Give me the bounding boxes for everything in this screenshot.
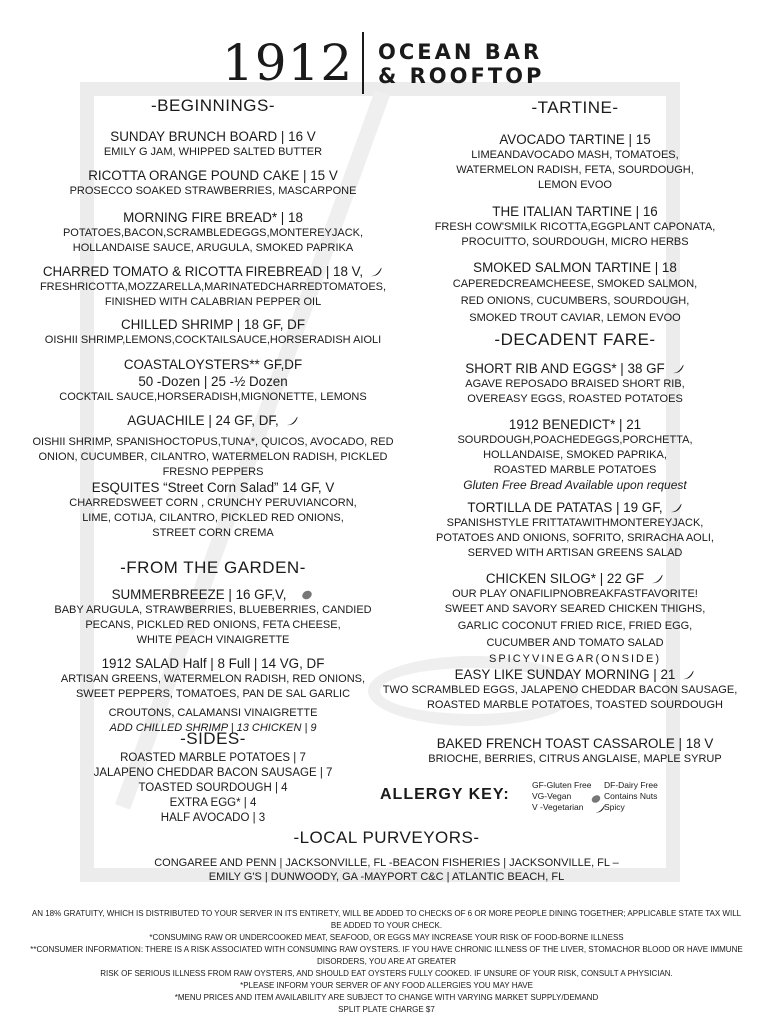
fine-print-line: **CONSUMER INFORMATION: THERE IS A RISK ASSOCIATED WITH CONSUMING RAW OYSTERS. IF YOU HAVE CHRONIC ILLNESS OF THE LIVER, STOMACHOR BLOOD OR HAVE IMMUNE DISORDERS, YOU ARE AT GREATER (30, 945, 743, 966)
item-desc: OISHII SHRIMP, SPANISHOCTOPUS,TUNA*, QUICOS, AVOCADO, RED (32, 436, 394, 448)
chili-pepper-icon (681, 669, 695, 681)
menu-item (394, 360, 756, 407)
side-item: ROASTED MARBLE POTATOES | 7 (120, 752, 306, 764)
item-name: AGUACHILE | 24 GF, DF, (14, 412, 412, 429)
fine-print-line: *CONSUMING RAW OR UNDERCOOKED MEAT, SEAFOOD, OR EGGS MAY INCREASE YOUR RISK OF FOOD-BORNE ILLNESS (149, 933, 624, 942)
allergy-key-entry: GF-Gluten Free (532, 780, 592, 790)
menu-item (14, 479, 412, 541)
side-item: EXTRA EGG* | 4 (169, 797, 257, 809)
item-name: SHORT RIB AND EGGS* | 38 GF (394, 360, 756, 377)
item-desc: OUR PLAY ONAFILIPNOBREAKFASTFAVORITE! (452, 588, 698, 600)
chili-pepper-icon (669, 502, 683, 514)
menu-item (394, 203, 756, 250)
item-desc: SWEET PEPPERS, TOMATOES, PAN DE SAL GARLIC (75, 688, 351, 700)
item-desc: SPANISHSTYLE FRITTATAWITHMONTEREYJACK, (446, 517, 704, 529)
item-desc: EMILY G JAM, WHIPPED SALTED BUTTER (103, 146, 323, 158)
item-desc: AGAVE REPOSADO BRAISED SHORT RIB, (465, 378, 685, 390)
item-name: MORNING FIRE BREAD* | 18 (123, 210, 303, 225)
item-desc: LIME, COTIJA, CILANTRO, PICKLED RED ONIONS, (82, 512, 344, 524)
item-name: CHILLED SHRIMP | 18 GF, DF (120, 317, 306, 332)
fine-print (30, 908, 743, 1016)
menu-item (14, 263, 412, 310)
item-desc: GARLIC COCONUT FRIED RICE, FRIED EGG, (457, 620, 693, 632)
item-desc: HOLLANDAISE SAUCE, ARUGULA, SMOKED PAPRIKA (72, 242, 354, 254)
item-desc: WHITE PEACH VINAIGRETTE (136, 634, 290, 646)
item-desc: OVEREASY EGGS, ROASTED POTATOES (467, 393, 683, 405)
fine-print-line: SPLIT PLATE CHARGE $7 (338, 1005, 435, 1014)
item-desc: STREET CORN CREMA (152, 527, 274, 539)
item-desc: POTATOES,BACON,SCRAMBLEDEGGS,MONTEREYJACK, (62, 227, 364, 239)
menu-item (382, 666, 756, 713)
menu-item (394, 259, 756, 327)
item-name: COASTALOYSTERS** GF,DF (123, 357, 303, 372)
side-item: JALAPENO CHEDDAR BACON SAUSAGE | 7 (93, 767, 333, 779)
logo-number: 1912 (222, 34, 354, 92)
section-title-sides: -SIDES- (180, 729, 246, 748)
side-item: TOASTED SOURDOUGH | 4 (138, 782, 288, 794)
item-desc: LIMEANDAVOCADO MASH, TOMATOES, (471, 149, 679, 161)
item-desc: ROASTED MARBLE POTATOES, TOASTED SOURDOUGH (426, 699, 724, 711)
item-desc: FRESH COW'SMILK RICOTTA,EGGPLANT CAPONATA, (434, 221, 716, 233)
item-desc: CROUTONS, CALAMANSI VINAIGRETTE (108, 707, 318, 719)
allergy-key-entry: VG-Vegan (532, 791, 572, 801)
item-desc: FRESNO PEPPERS (162, 466, 264, 478)
allergy-key-entry: DF-Dairy Free (604, 780, 658, 790)
menu-item (14, 316, 412, 348)
section-title-decadent: -DECADENT FARE- (494, 330, 656, 349)
item-desc: CUCUMBER AND TOMATO SALAD (486, 637, 664, 649)
section-title-tartine: -TARTINE- (531, 98, 619, 117)
menu-item (14, 209, 412, 256)
logo-line-2: & ROOFTOP (378, 64, 545, 88)
menu-item (394, 499, 756, 561)
fine-print-line: *MENU PRICES AND ITEM AVAILABILITY ARE SUBJECT TO CHANGE WITH VARYING MARKET SUPPLY/DEMAND (174, 993, 599, 1002)
section-title-garden: -FROM THE GARDEN- (120, 558, 306, 577)
item-price-line: 50 -Dozen | 25 -½ Dozen (138, 374, 288, 389)
menu-item (14, 356, 412, 405)
chili-pepper-icon (285, 415, 299, 427)
item-desc: ARTISAN GREENS, WATERMELON RADISH, RED ONIONS, (60, 673, 366, 685)
item-desc: COCKTAIL SAUCE,HORSERADISH,MIGNONETTE, LEMONS (59, 391, 367, 403)
item-name: 1912 BENEDICT* | 21 (508, 417, 642, 432)
item-name: SUMMERBREEZE | 16 GF,V, (14, 586, 412, 603)
right-column (382, 0, 756, 830)
item-desc: CHARREDSWEET CORN , CRUNCHY PERUVIANCORN, (69, 497, 357, 509)
allergy-key-col-1 (532, 780, 592, 813)
item-name: RICOTTA ORANGE POUND CAKE | 15 V (88, 168, 338, 183)
item-desc: PROCUITTO, SOURDOUGH, MICRO HERBS (461, 236, 689, 248)
chili-pepper-icon (671, 363, 685, 375)
item-name: CHARRED TOMATO & RICOTTA FIREBREAD | 18 V, (14, 263, 412, 280)
item-name: CHICKEN SILOG* | 22 GF (394, 570, 756, 587)
nut-icon (300, 589, 314, 601)
allergy-key-entry: V -Vegetarian (532, 802, 584, 812)
logo-line-1: OCEAN BAR (378, 40, 543, 64)
menu-item (394, 735, 756, 767)
item-desc: POTATOES AND ONIONS, SOFRITO, SRIRACHA AOLI, (436, 532, 714, 544)
item-desc: ONION, CUCUMBER, CILANTRO, WATERMELON RADISH, PICKLED (38, 451, 388, 463)
section-title-beginnings: -BEGINNINGS- (150, 96, 276, 115)
allergy-key-entry: Contains Nuts (604, 791, 658, 801)
chili-pepper-icon (369, 266, 383, 278)
sides-list (14, 751, 412, 826)
item-desc: CAPEREDCREAMCHEESE, SMOKED SALMON, (452, 278, 698, 290)
allergy-key-entry: Spicy (604, 802, 625, 812)
item-name: SMOKED SALMON TARTINE | 18 (473, 260, 677, 275)
item-desc: SERVED WITH ARTISAN GREENS SALAD (467, 547, 683, 559)
item-desc: SMOKED TROUT CAVIAR, LEMON EVOO (469, 312, 681, 324)
item-note: ADD CHILLED SHRIMP | 13 CHICKEN | 9 (109, 722, 317, 734)
item-desc: HOLLANDAISE, SMOKED PAPRIKA, (483, 449, 667, 461)
item-desc: PECANS, PICKLED RED ONIONS, FETA CHEESE, (85, 619, 341, 631)
nut-icon (590, 794, 602, 804)
menu-item (394, 416, 756, 493)
item-name: THE ITALIAN TARTINE | 16 (492, 204, 658, 219)
item-name: EASY LIKE SUNDAY MORNING | 21 (394, 666, 756, 683)
fine-print-line: RISK OF SERIOUS ILLNESS FROM RAW OYSTERS, AND SHOULD EAT OYSTERS FULLY COOKED. IF UNSURE OF YOUR RISK, CONSULT A PHYSICIAN. (100, 969, 673, 978)
allergy-key-col-2 (604, 780, 658, 813)
purveyors-line: CONGAREE AND PENN | JACKSONVILLE, FL -BEACON FISHERIES | JACKSONVILLE, FL – (154, 857, 619, 869)
menu-item (394, 570, 756, 666)
item-desc: LEMON EVOO (538, 179, 612, 191)
item-desc: BRIOCHE, BERRIES, CITRUS ANGLAISE, MAPLE SYRUP (428, 753, 722, 765)
menu-item (14, 655, 412, 736)
item-note: Gluten Free Bread Available upon request (463, 478, 687, 492)
menu-item (14, 128, 412, 160)
item-desc: FINISHED WITH CALABRIAN PEPPER OIL (104, 296, 322, 308)
item-desc: WATERMELON RADISH, FETA, SOURDOUGH, (456, 164, 694, 176)
item-name: BAKED FRENCH TOAST CASSAROLE | 18 V (436, 736, 714, 751)
menu-item (394, 131, 756, 193)
side-item: HALF AVOCADO | 3 (160, 812, 266, 824)
item-desc: OISHII SHRIMP,LEMONS,COCKTAILSAUCE,HORSERADISH AIOLI (44, 334, 382, 346)
chili-pepper-icon (650, 573, 664, 585)
section-title-purveyors: -LOCAL PURVEYORS- (293, 828, 480, 847)
menu-item (14, 412, 412, 480)
item-desc: BABY ARUGULA, STRAWBERRIES, BLUEBERRIES, CANDIED (54, 604, 372, 616)
fine-print-line: *PLEASE INFORM YOUR SERVER OF ANY FOOD ALLERGIES YOU MAY HAVE (240, 981, 533, 990)
item-name: TORTILLA DE PATATAS | 19 GF, (394, 499, 756, 516)
menu-item (14, 586, 412, 648)
allergy-key-title: ALLERGY KEY: (380, 786, 510, 803)
item-desc: PROSECCO SOAKED STRAWBERRIES, MASCARPONE (69, 185, 357, 197)
local-purveyors (0, 828, 773, 884)
menu-item (14, 167, 412, 199)
item-name: 1912 SALAD Half | 8 Full | 14 VG, DF (101, 656, 325, 671)
item-name: SUNDAY BRUNCH BOARD | 16 V (110, 129, 316, 144)
item-desc: ROASTED MARBLE POTATOES (493, 464, 657, 476)
item-desc: SPICYVINEGAR(ONSIDE) (488, 653, 662, 665)
item-desc: SOURDOUGH,POACHEDEGGS,PORCHETTA, (457, 434, 693, 446)
item-desc: FRESHRICOTTA,MOZZARELLA,MARINATEDCHARREDTOMATOES, (39, 281, 387, 293)
left-column (14, 0, 412, 830)
purveyors-line: EMILY G'S | DUNWOODY, GA -MAYPORT C&C | ATLANTIC BEACH, FL (208, 871, 565, 883)
item-desc: SWEET AND SAVORY SEARED CHICKEN THIGHS, (444, 603, 706, 615)
fine-print-line: AN 18% GRATUITY, WHICH IS DISTRIBUTED TO YOUR SERVER IN ITS ENTIRETY, WILL BE ADDED TO CHECKS OF 6 OR MORE PEOPLE DINING TOGETHER; APPLICABLE STATE TAX WILL BE ADDED TO YOUR CHECK. (31, 909, 742, 930)
item-desc: TWO SCRAMBLED EGGS, JALAPENO CHEDDAR BACON SAUSAGE, (382, 684, 738, 696)
allergy-key (380, 780, 670, 820)
item-name: AVOCADO TARTINE | 15 (499, 132, 651, 147)
item-desc: RED ONIONS, CUCUMBERS, SOURDOUGH, (460, 295, 690, 307)
item-name: ESQUITES “Street Corn Salad” 14 GF, V (91, 480, 335, 495)
